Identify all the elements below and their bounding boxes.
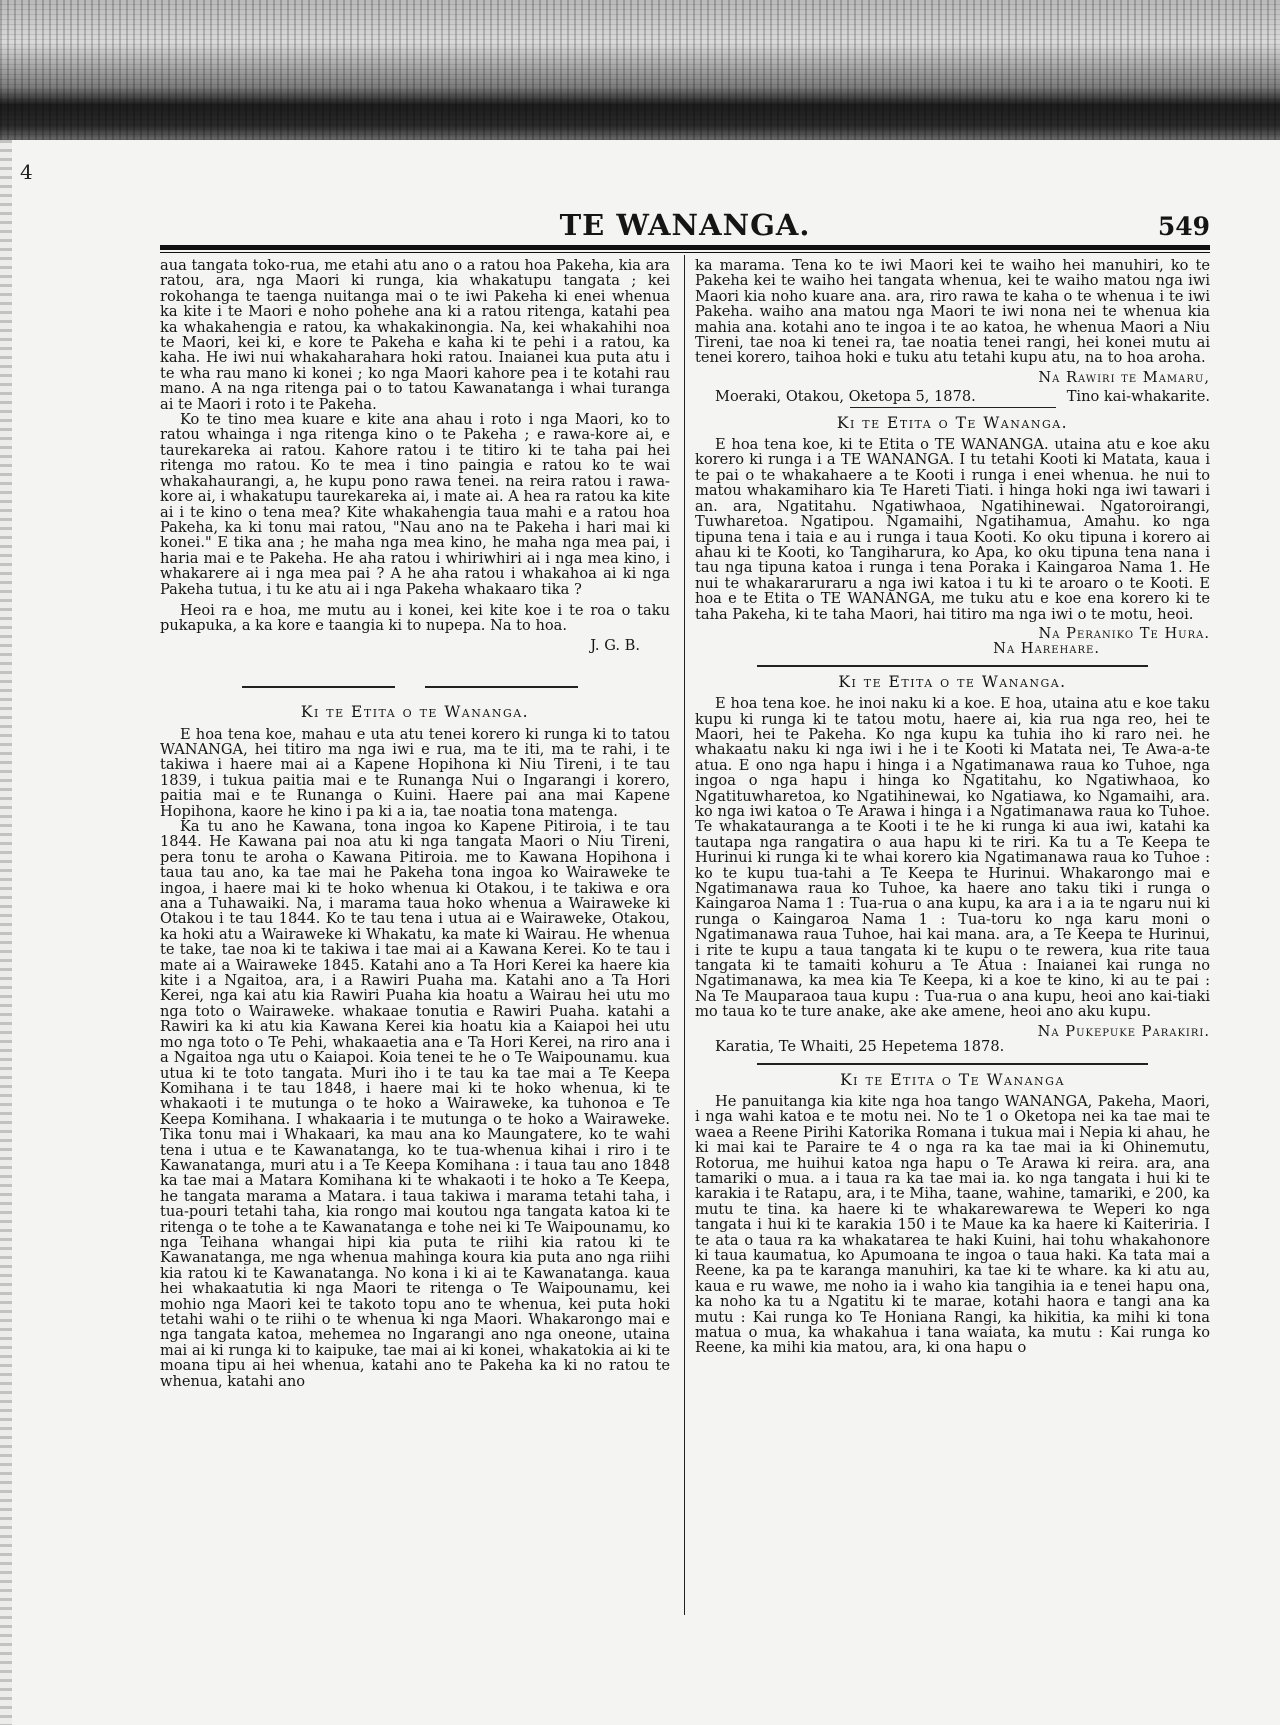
section-separator	[757, 1063, 1148, 1065]
right-column	[695, 258, 1210, 1356]
scan-border-left	[0, 140, 12, 1725]
page-title: TE WANANGA.	[559, 208, 811, 242]
letter-heading: Ki te Etita o Te Wananga	[840, 1070, 1065, 1089]
article-paragraph: E hoa tena koe, mahau e uta atu tenei korero ki runga ki to tatou WANANGA, hei titiro ma nga iwi e rua, ma te iti, ma te rahi, i te takiwa i haere mai ai a Kapene Hopihona ki Niu Tireni, i te tau 1839, i tukua paitia mai e te Runanga Nui o Ingarangi i korero, paitia mai e te Runanga o Kuini. Haere pai ana mai Kapene Hopihona, kaore he kino i pa ki a ia, tae noatia tona matenga.	[160, 725, 670, 820]
section-separator	[757, 665, 1148, 667]
dateline-note: Tino kai-whakarite.	[1066, 388, 1210, 406]
section-separator	[850, 407, 1056, 408]
article-paragraph: aua tangata toko-rua, me etahi atu ano o a ratou hoa Pakeha, kia ara ratou, ara, nga Maori ki runga, kia whakatupu tangata ; kei rokohanga te taenga nuitanga mai o te iwi Pakeha ki enei whenua ka kite i te Maori e noho pohehe ana ki a ratou ritenga, katahi pea ka whakahengia e ratou, ka whakakinongia. Na, kei whakahihi noa te Maori, kei ki, e kore te Pakeha e kaha ki te pehi i a ratou, ka kaha. He iwi nui whakaharahara hoki ratou. Inaianei kua puta atu i te wha rau mano ki konei ; ko nga Maori kahore pea i te kotahi rau mano. A na nga ritenga pai o to tatou Kawanatanga i whai turanga ai te Maori i roto i te Pakeha.	[160, 257, 670, 413]
header-rule-thin	[160, 252, 1210, 253]
dateline	[695, 389, 1210, 404]
article-paragraph: Ko te tino mea kuare e kite ana ahau i roto i nga Maori, ko to ratou whainga i nga ritenga kino o te Pakeha ; e rawa-kore ai, e taurekareka ai ratou. Kahore ratou i te titiro ki te taha pai hei ritenga mo ratou. Ko te mea i tino paingia e ratou ko te wai whakahaurangi, a, he kupu pono rawa tenei. na reira ratou i rawa-kore ai, i whakatupu taurekareka ai, i mate ai. A hea ra ratou ka kite ai i te kino o tena mea? Kite whakahengia taua mahi e a ratou hoa Pakeha, ka ki tonu mai ratou, "Nau ano na te Pakeha i hari mai ki konei." E tika ana ; he maha nga mea kino, he maha nga mea pai, i haria mai e te Pakeha. He aha ratou i whiriwhiri ai i nga mea kino, i whakarere ai i nga mea pai ? A he aha ratou i whakahoa ai ki nga Pakeha tutua, i tu ke atu ai i nga Pakeha whakaaro tika ?	[160, 411, 670, 598]
article-paragraph: Ka tu ano he Kawana, tona ingoa ko Kapene Pitiroia, i te tau 1844. He Kawana pai noa atu ki nga tangata Maori o Niu Tireni, pera tonu te aroha o Kawana Pitiroia. me to Kawana Hopihona i taua tau ano, ka tae mai he Pakeha tona ingoa ko Wairaweke te ingoa, i haere mai ki te hoko whenua ki Otakou, i te takiwa e ora ana a Tuhawaiki. Na, i marama taua hoko whenua a Wairaweke ki Otakou i te tau 1844. Ko te tau tena i utua ai e Wairaweke, Otakou, ka hoki atu a Wairaweke ki Whakatu, ka mate ki Wairau. He whenua te take, tae noa ki te takiwa i tae mai ai a Kawana Kerei. Ko te tau i mate ai a Wairaweke 1845. Katahi ano a Ta Hori Kerei ka haere kia kite i a Ngaitoa, ara, i a Rawiri Puaha ma. Katahi ano a Ta Hori Kerei, nga kai atu kia Rawiri Puaha kia hoatu a Wairau hei utu mo nga toto o Wairaweke. whakaae tonutia e Rawiri Puaha. katahi a Rawiri ka ki atu kia Kawana Kerei kia hoatu kia a Kaiapoi hei utu mo nga toto o Te Pehi, whakaaetia ana e Ta Hori Kerei, na riro ana i a Ngaitoa nga utu o Kaiapoi. Koia tenei te he o Te Waipounamu. kua utua ki te toto tangata. Muri iho i te tau ka tae mai a Te Keepa Komihana i te tau 1848, i haere mai ki te hoko whenua, ki te whakaoti i te mutunga o te hoko a Wairaweke, ka tuhonoa e Te Keepa Komihana. I whakaaria i te mutunga o te hoko a Wairaweke. Tika tonu mai i Whakaari, ka mau ana ko Maungatere, ko te wahi tena i utua e te Kawanatanga, ko te tua-whenua kihai i riro i te Kawanatanga, muri atu i a Te Keepa Komihana : i taua tau ano 1848 ka tae mai a Matara Komihana ki te whakaoti i te hoko a Te Keepa, he tangata marama a Matara. i taua takiwa i marama tetahi taha, i tua-pouri tetahi taha, kia rongo mai koutou nga tangata katoa ki te ritenga o te tohe a te Kawanatanga e tohe nei ki Te Waipounamu, ko nga Teihana whangai hipi kia puta te riihi kia ratou ki te Kawanatanga, me nga whenua mahinga koura kia puta ano nga riihi kia ratou ki te Kawanatanga. No kona i ki ai te Kawanatanga. kaua hei whakaatutia ki nga Maori te ritenga o Te Waipounamu, kei mohio nga Maori kei te takoto topu ano te whenua, kei puta hoki tetahi wahi o te riihi o te whenua ki nga Maori. Whakarongo mai e nga tangata katoa, mehemea no Ingarangi ano nga oneone, utaina mai ai ki runga ki to kaipuke, tae mai ai ki konei, whakatokia ai ki te moana tipu ai hei whenua, katahi ano te Pakeha ka ki no ratou te whenua, katahi ano	[160, 818, 670, 1390]
signature: Na Rawiri te Mamaru,	[1038, 368, 1210, 386]
article-paragraph: E hoa tena koe, ki te Etita o TE WANANGA. utaina atu e koe aku korero ki runga i a TE WANANGA. I tu tetahi Kooti ki Matata, kaua i te pai o te whakahaere a te Kooti i runga i enei whenua. he nui to matou whakamiharo kia Te Hareti Tiati. i hinga hoki nga iwi tawari i an. ara, Ngatitahu. Ngatiwhaoa, Ngatihinewai. Ngatoroirangi, Tuwharetoa. Ngatipou. Ngamaihi, Ngatihamua, Amahu. ko nga tipuna tena i taia e au i runga i taua Kooti. Ko oku tipuna i korero ai ahau ki te Kooti, ko Tangiharura, ko Apa, ko oku tipuna tena nana i tau nga tipuna katoa i runga i tena Poraka i Kaingaroa Nama 1. He nui te whakararuraru a nga iwi katoa i tu ki te aroaro o te Kooti. E hoa e te Etita o TE WANANGA, me tuku atu e koe ena korero ki te taha Pakeha, ki te taha Maori, hai titiro ma nga iwi o te motu, heoi.	[695, 436, 1210, 623]
article-paragraph: He panuitanga kia kite nga hoa tango WANANGA, Pakeha, Maori, i nga wahi katoa e te motu nei. No te 1 o Oketopa nei ka tae mai te waea a Reene Pirihi Katorika Romana i tukua mai i Nepia ki ahau, he ki mai kai te Paraire te 4 o nga ra ka tae mai ia ki Ohinemutu, Rotorua, me huihui katoa nga hapu o Te Arawa ki reira. ara, ana tamariki o mua. a i taua ra ka tae mai ia. ko nga tangata i hui ki te karakia i te Ratapu, ara, i te Miha, taane, wahine, tamariki, e 200, ka mutu te tina. ka haere ki te whakarewarewa te Weperi ko nga tangata i hui ki te karakia 150 i te Maue ka ka haere ki Kaiteriria. I te ata o taua ra ka whakatarea te haki Kuini, hai tohu whakahonore ki taua kaumatua, ko Apumoana te ingoa o taua haki. Ka tata mai a Reene, ka pa te karanga manuhiri, ka tae ki te whare. ka ki atu au, kaua e ru wawe, me noho ia i waho kia tangihia ia e tenei hapu ona, ka noho ka tu a Ngatitu ki te marae, kotahi haora e tangi ana ka mutu : Kai runga ko Te Honiana Rangi, ka hikitia, ka mihi ki tona matua o mua, ka whakahua i tana waiata, ka mutu : Kai runga ko Reene, ka mihi kia matou, ara, ki ona hapu o	[695, 1092, 1210, 1357]
scan-border-top	[0, 0, 1280, 140]
signature: J. G. B.	[590, 636, 640, 654]
letter-heading: Ki te Etita o te Wananga.	[300, 703, 530, 722]
section-separator	[160, 677, 670, 697]
column-divider	[684, 255, 685, 1615]
article-paragraph: E hoa tena koe. he inoi naku ki a koe. E hoa, utaina atu e koe taku kupu ki runga ki te tatou motu, haere ai, kia rua nga reo, hei te Maori, hei te Pakeha. Ko nga kupu ka tuhia iho ki raro nei. he whakaatu naku ki nga iwi i he i te Kooti ki Matata nei, Te Awa-a-te atua. E ono nga hapu i hinga i a Ngatimanawa raua ko Tuhoe, nga ingoa o nga hapu i hinga ko Ngatitahu, ko Ngatiwhaoa, ko Ngatituwharetoa, ko Ngatihinewai, ko Ngatiawa, ko Ngamaihi, ara. ko nga iwi katoa o Te Arawa i hinga i a Ngatimanawa raua ko Tuhoe. Te whakatauranga a te Kooti i te he ki runga ki aua iwi, katahi ka tautapa nga rangatira o aua hapu ki te riri. Ka tu a Te Keepa te Hurinui ki runga ki te whai korero kia Ngatimanawa raua ko Tuhoe : ko te kupu tua-tahi a Te Keepa te Hurinui. Whakarongo mai e Ngatimanawa raua ko Tuhoe, ka haere ano taku tiki i runga o Kaingaroa Nama 1 : Tua-rua o ana kupu, ka ara i a ia te ngaru nui ki runga o Kaingaroa Nama 1 : Tua-toru ko nga karu moni o Ngatimanawa raua Tuhoe, hai kai mana. ara, a Te Keepa te Hurinui, i rite te kupu a taua tangata ki te kupu o te rewera, kua rite taua tangata ki te tamaiti kohuru a Te Atua : Inaianei kai runga no Ngatimanawa, ka mea kia Te Keepa, ki a koe te kino, ki au te pai : Na Te Mauparaoa taua kupu : Tua-rua o ana kupu, heoi ano kai-tiaki mo taua ko te ture anake, ake ake amene, heoi ano aku kupu.	[695, 695, 1210, 1021]
letter-heading: Ki te Etita o te Wananga.	[838, 672, 1067, 691]
left-column	[160, 258, 670, 1389]
dateline: Karatia, Te Whaiti, 25 Hepetema 1878.	[715, 1038, 1005, 1056]
article-paragraph: Heoi ra e hoa, me mutu au i konei, kei kite koe i te roa o taku pukapuka, a ka kore e taangia ki to nupepa. Na to hoa.	[160, 601, 670, 635]
letter-heading: Ki te Etita o Te Wananga.	[836, 413, 1069, 432]
page-header	[160, 208, 1210, 244]
signature: Na Peraniko Te Hura.	[1038, 624, 1210, 642]
signature: Na Pukepuke Parakiri.	[1037, 1022, 1210, 1040]
signature: Na Harehare.	[993, 640, 1100, 658]
article-paragraph: ka marama. Tena ko te iwi Maori kei te waiho hei manuhiri, ko te Pakeha kei te waiho hei tangata whenua, kei te waiho matou nga iwi Maori kia noho kuare ana. ara, riro rawa te kaha o te whenua i te iwi Pakeha. waiho ana matou nga Maori te iwi nona nei te whenua kia mahia ana. kotahi ano te ingoa i te ao katoa, he whenua Maori a Niu Tireni, tae noa ki tenei ra, tae noatia tenei rangi, hei konei mutu ai tenei korero, taihoa hoki e tuku atu tetahi kupu atu, na to hoa aroha.	[695, 257, 1210, 367]
dateline-place: Moeraki, Otakou, Oketopa 5, 1878.	[715, 388, 976, 406]
header-rule	[160, 245, 1210, 250]
margin-mark: 4	[20, 160, 33, 184]
page-number: 549	[1157, 212, 1210, 241]
